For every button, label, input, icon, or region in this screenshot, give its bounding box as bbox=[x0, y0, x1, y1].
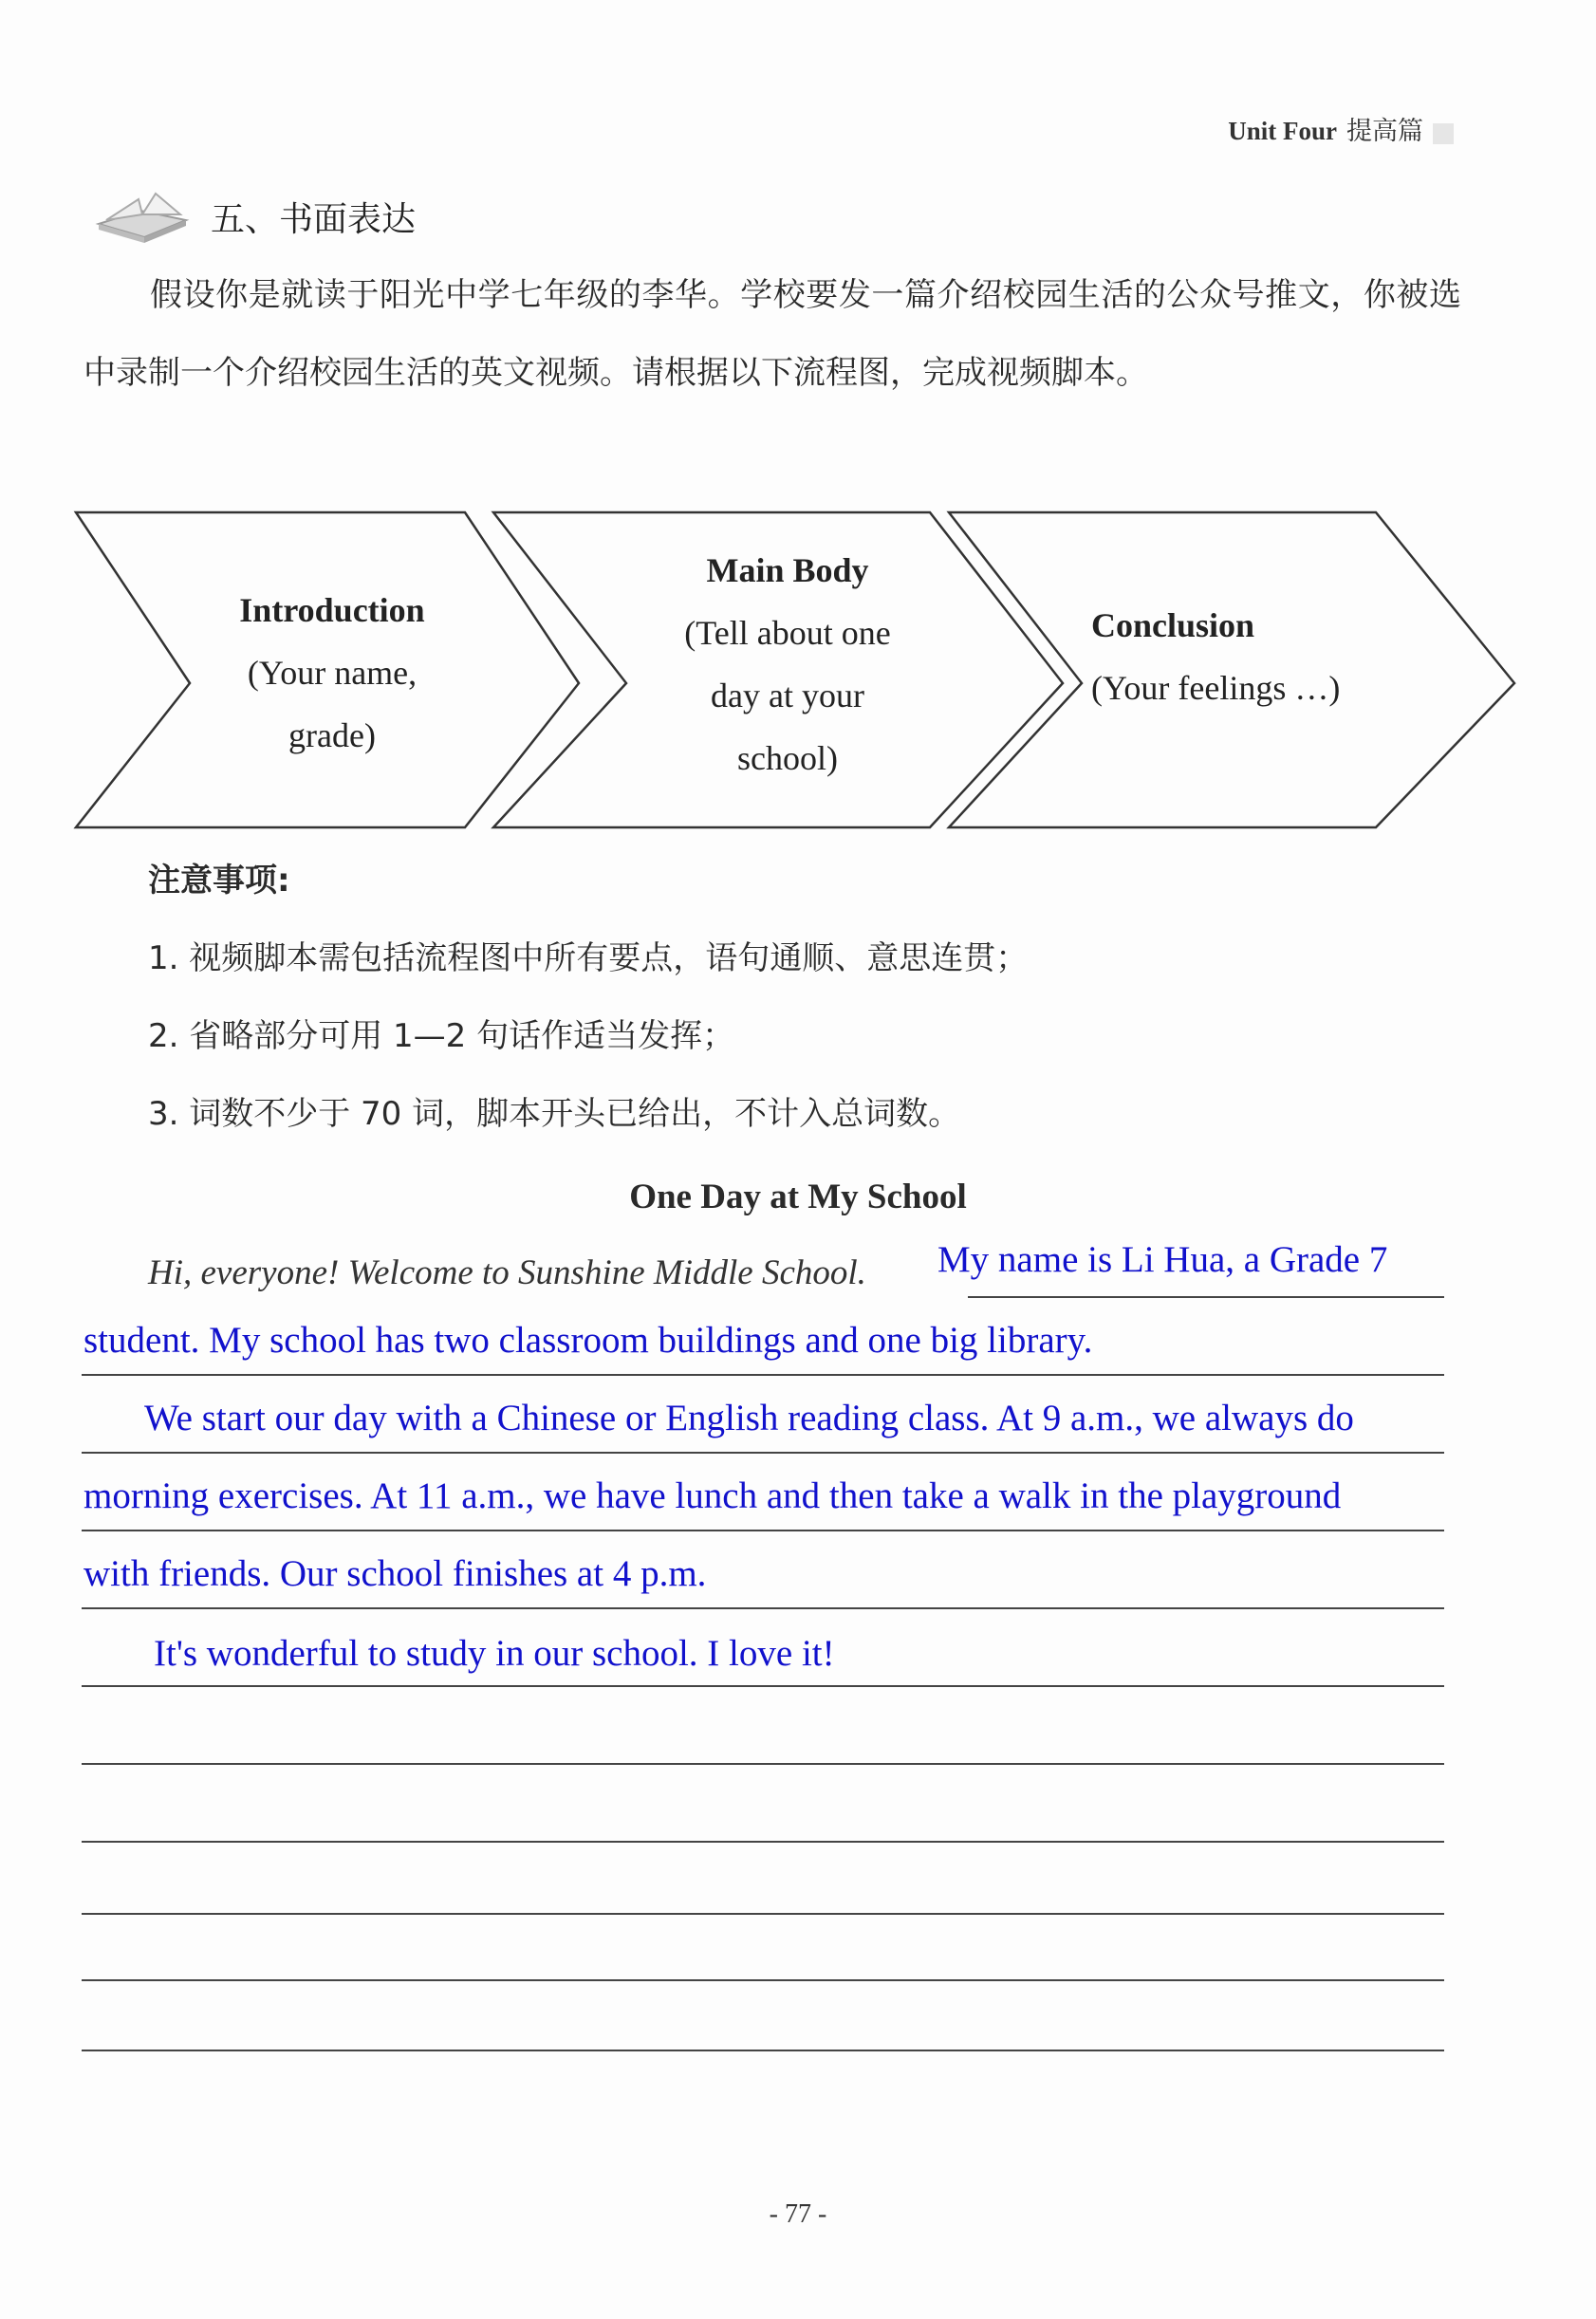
writing-line bbox=[82, 1452, 1444, 1454]
flow-step-introduction bbox=[209, 579, 455, 767]
writing-line bbox=[82, 1763, 1444, 1765]
writing-line bbox=[82, 1841, 1444, 1843]
handwritten-answer-line: with friends. Our school finishes at 4 p.m. bbox=[84, 1553, 707, 1594]
flow-step-main-body bbox=[645, 539, 930, 789]
flowchart bbox=[66, 503, 1528, 844]
section-title: 五、书面表达 bbox=[211, 199, 417, 239]
handwritten-answer-line: My name is Li Hua, a Grade 7 bbox=[937, 1239, 1388, 1280]
flow-step-heading: Conclusion bbox=[1091, 606, 1255, 644]
writing-line bbox=[82, 1374, 1444, 1376]
flow-step-heading: Introduction bbox=[239, 591, 425, 629]
flow-step-line: (Tell about one bbox=[684, 614, 891, 652]
writing-line bbox=[82, 2050, 1444, 2051]
handwritten-answer-line: It's wonderful to study in our school. I love it! bbox=[154, 1633, 835, 1674]
open-book-icon bbox=[93, 186, 192, 247]
essay-opening: Hi, everyone! Welcome to Sunshine Middle School. bbox=[148, 1253, 866, 1292]
writing-line bbox=[82, 1979, 1444, 1981]
unit-label: Unit Four bbox=[1228, 117, 1337, 145]
handwritten-answer-line: morning exercises. At 11 a.m., we have lunch and then take a walk in the playground bbox=[84, 1475, 1342, 1516]
note-item: 1. 视频脚本需包括流程图中所有要点，语句通顺、意思连贯； bbox=[148, 939, 1029, 977]
writing-line bbox=[968, 1296, 1444, 1298]
writing-line bbox=[82, 1685, 1444, 1687]
page-header bbox=[1228, 110, 1454, 147]
flow-step-line: (Your name, bbox=[247, 654, 418, 692]
section-heading bbox=[93, 186, 416, 247]
section-label: 提高篇 bbox=[1346, 117, 1423, 146]
flow-step-line: school) bbox=[737, 739, 838, 777]
writing-line bbox=[82, 1530, 1444, 1531]
flow-step-heading: Main Body bbox=[706, 551, 869, 589]
notes-title: 注意事项: bbox=[148, 862, 290, 900]
writing-line bbox=[82, 1607, 1444, 1609]
flow-step-line: day at your bbox=[711, 677, 864, 714]
handwritten-answer-line: student. My school has two classroom buildings and one big library. bbox=[84, 1320, 1093, 1361]
writing-line bbox=[82, 1913, 1444, 1915]
handwritten-answer-line: We start our day with a Chinese or English reading class. At 9 a.m., we always do bbox=[144, 1398, 1354, 1438]
flow-step-line: grade) bbox=[288, 716, 376, 754]
note-item: 2. 省略部分可用 1—2 句话作适当发挥； bbox=[148, 1017, 735, 1055]
header-tab-marker bbox=[1433, 123, 1454, 144]
essay-title: One Day at My School bbox=[629, 1178, 967, 1216]
flow-step-conclusion bbox=[1091, 594, 1395, 719]
flow-step-line: (Your feelings …) bbox=[1091, 669, 1341, 707]
page-number: - 77 - bbox=[769, 2199, 827, 2229]
task-instructions: 假设你是就读于阳光中学七年级的李华。学校要发一篇介绍校园生活的公众号推文，你被选中录制一个介绍校园生活的英文视频。请根据以下流程图，完成视频脚本。 bbox=[84, 276, 1461, 392]
note-item: 3. 词数不少于 70 词，脚本开头已给出，不计入总词数。 bbox=[148, 1095, 961, 1133]
